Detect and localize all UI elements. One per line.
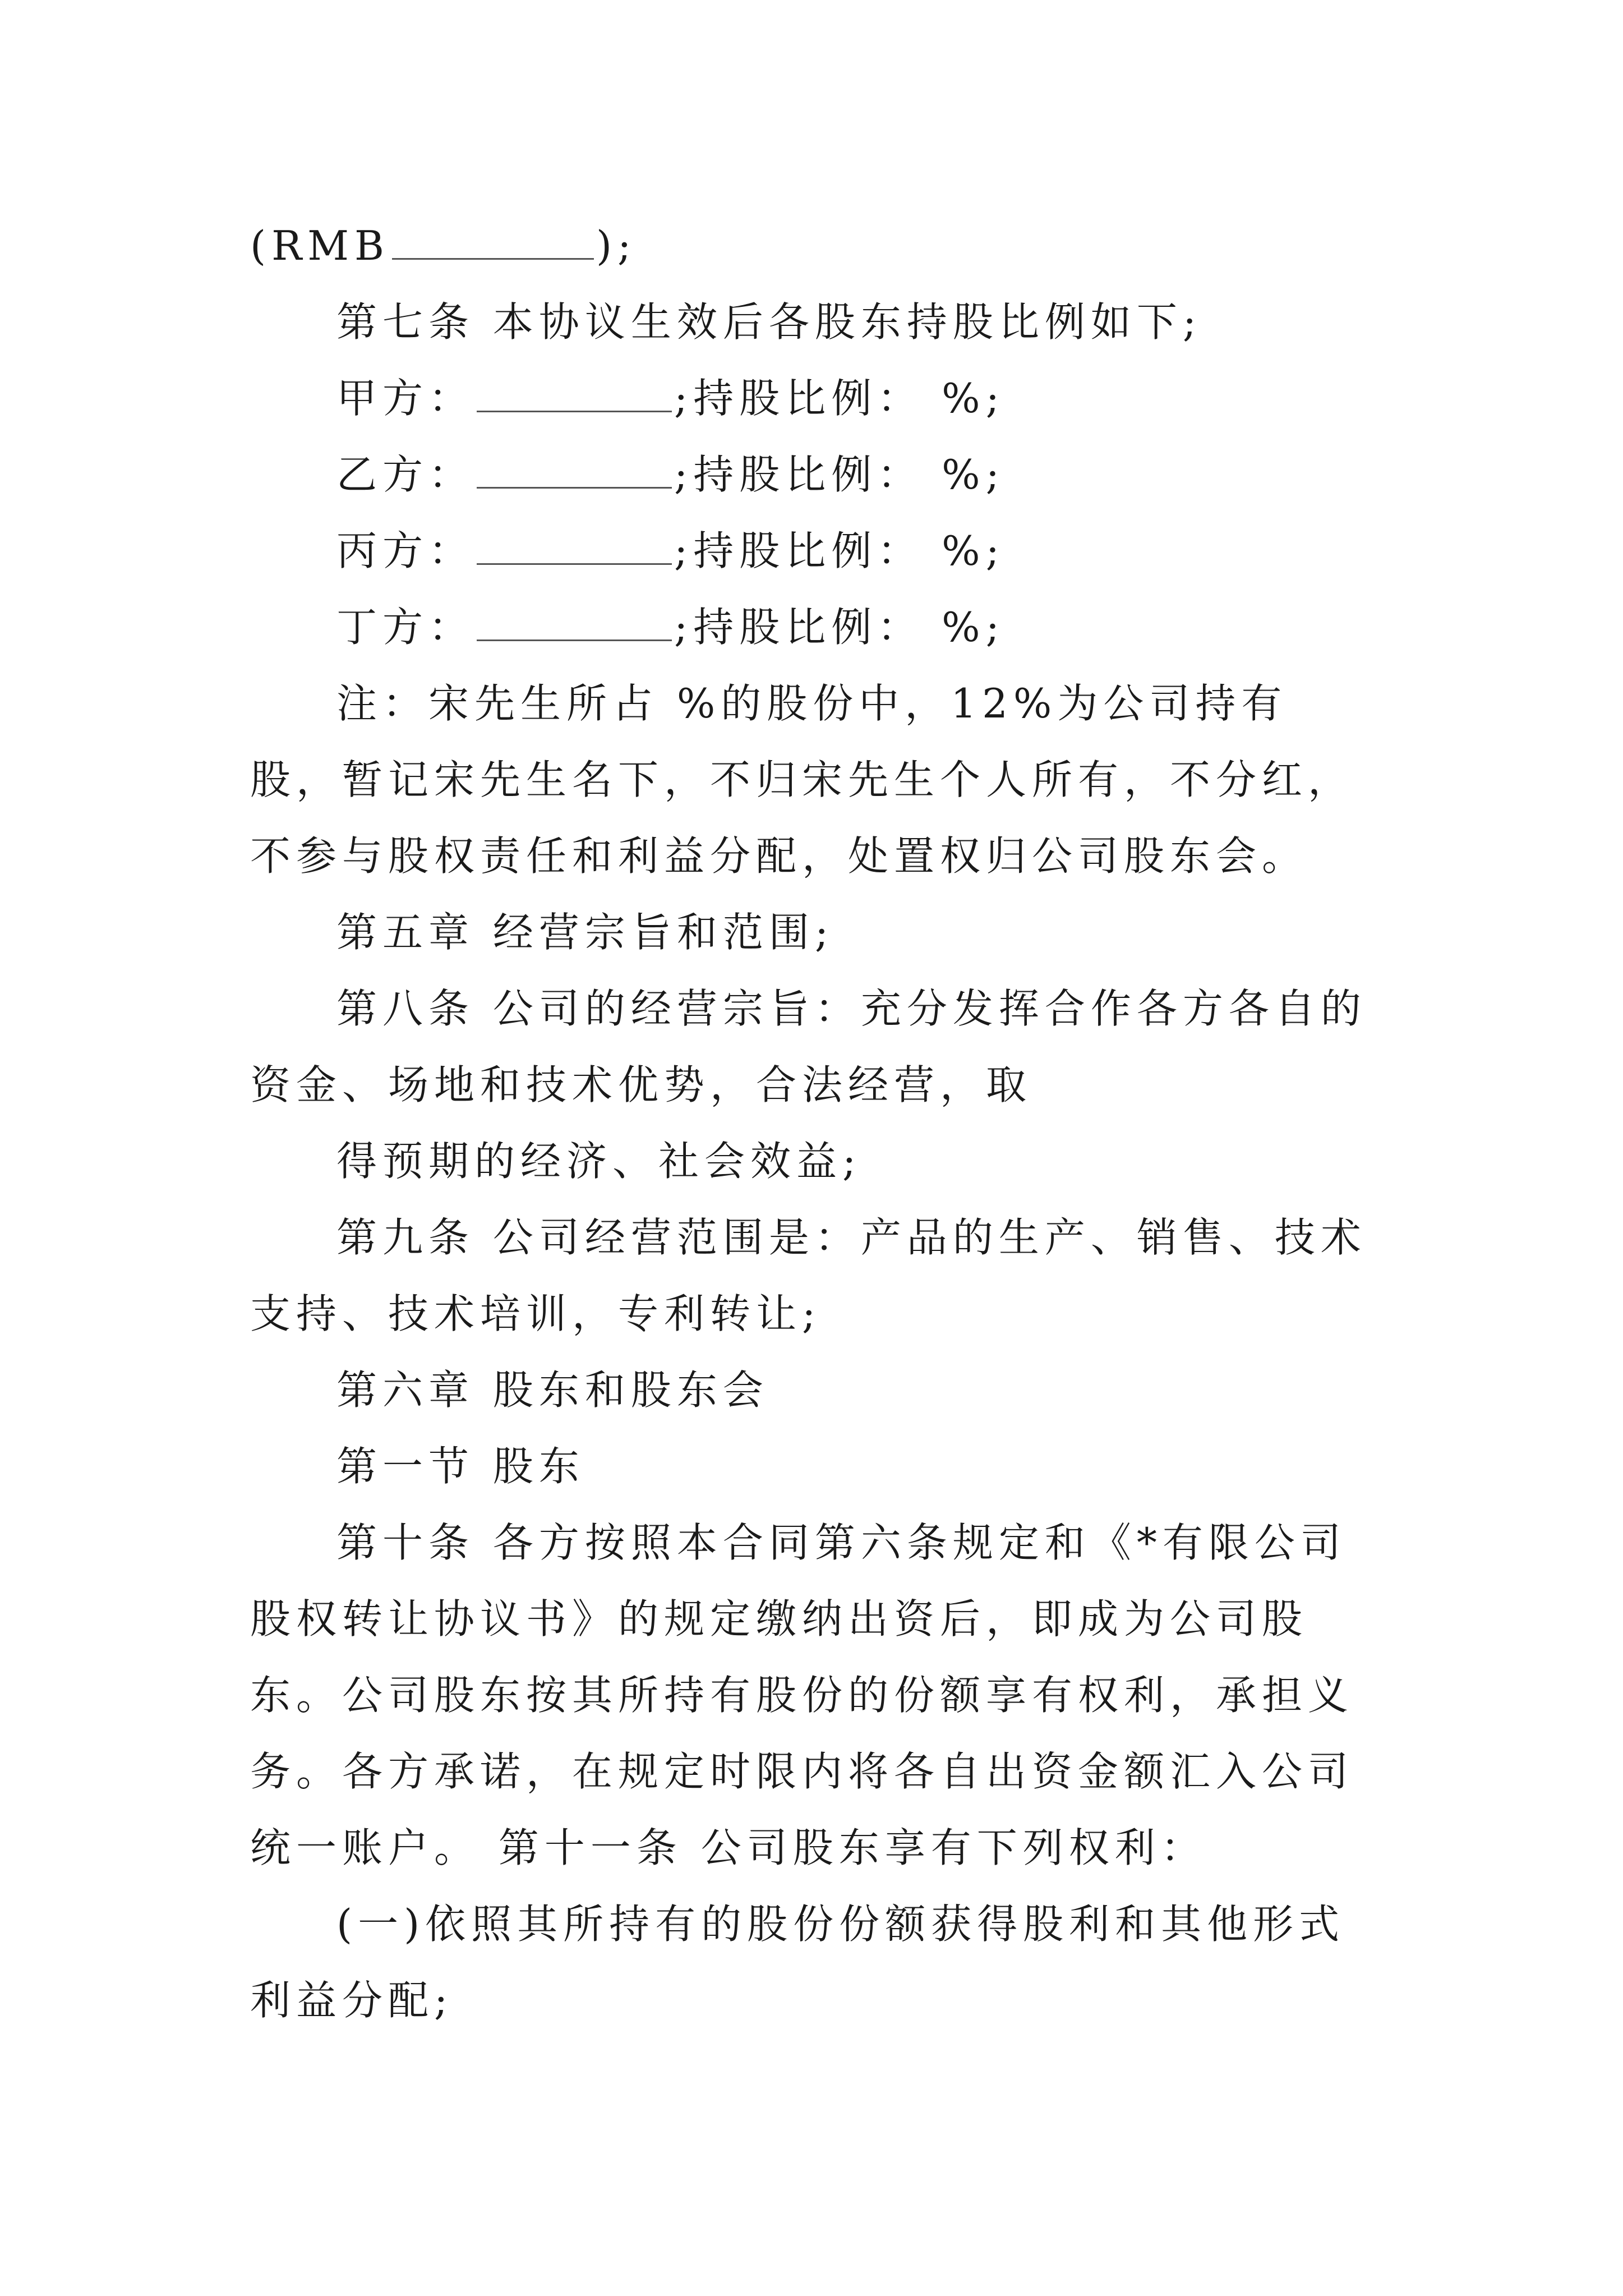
party-label: 甲方： <box>336 375 475 422</box>
party-blank <box>477 531 672 565</box>
ratio-unit: %; <box>923 375 1005 422</box>
article-10: 第十条 各方按照本合同第六条规定和《*有限公司股权转让协议书》的规定缴纳出资后，即成为公司股东。公司股东按其所持有股份的份额享有权利，承担义务。各方承诺，在规定时限内将各自出资金额汇入公司统一账户。 第十一条 公司股东享有下列权利： <box>250 1519 1354 1871</box>
party-label: 丙方： <box>336 527 475 574</box>
party-blank <box>477 607 672 641</box>
rmb-prefix: (RMB <box>250 222 390 269</box>
ratio-unit: %; <box>923 604 1005 651</box>
shareholder-line-d <box>250 589 1377 665</box>
chapter-5-heading: 第五章 经营宗旨和范围; <box>336 909 834 956</box>
rmb-suffix: ); <box>596 222 637 269</box>
shareholder-line-b <box>250 436 1377 513</box>
party-blank <box>477 378 672 412</box>
ratio-label: ;持股比例： <box>674 527 924 574</box>
ratio-label: ;持股比例： <box>674 451 924 498</box>
party-blank <box>477 454 672 489</box>
article-9: 第九条 公司经营范围是：产品的生产、销售、技术支持、技术培训，专利转让; <box>250 1214 1367 1337</box>
rmb-blank <box>392 226 594 260</box>
ratio-unit: %; <box>923 527 1005 574</box>
section-1-heading: 第一节 股东 <box>336 1443 585 1490</box>
shareholder-line-a <box>250 360 1377 436</box>
chapter-6-heading: 第六章 股东和股东会 <box>336 1366 769 1414</box>
article-8: 第八条 公司的经营宗旨：充分发挥合作各方各自的资金、场地和技术优势，合法经营，取 <box>250 985 1367 1108</box>
shareholder-line-c <box>250 513 1377 589</box>
ratio-unit: %; <box>923 451 1005 498</box>
rmb-line <box>250 208 1377 284</box>
ratio-label: ;持股比例： <box>674 604 924 651</box>
document-body <box>250 208 1377 2039</box>
note-paragraph: 注：宋先生所占 %的股份中，12%为公司持有股，暂记宋先生名下，不归宋先生个人所有，不分红，不参与股权责任和利益分配，处置权归公司股东会。 <box>250 680 1354 880</box>
article-7: 第七条 本协议生效后各股东持股比例如下; <box>336 298 1202 346</box>
article-8-continued: 得预期的经济、社会效益; <box>336 1138 862 1185</box>
rights-item-1: (一)依照其所持有的股份份额获得股利和其他形式利益分配; <box>250 1901 1345 2024</box>
party-label: 丁方： <box>336 604 475 651</box>
ratio-label: ;持股比例： <box>674 375 924 422</box>
party-label: 乙方： <box>336 451 475 498</box>
